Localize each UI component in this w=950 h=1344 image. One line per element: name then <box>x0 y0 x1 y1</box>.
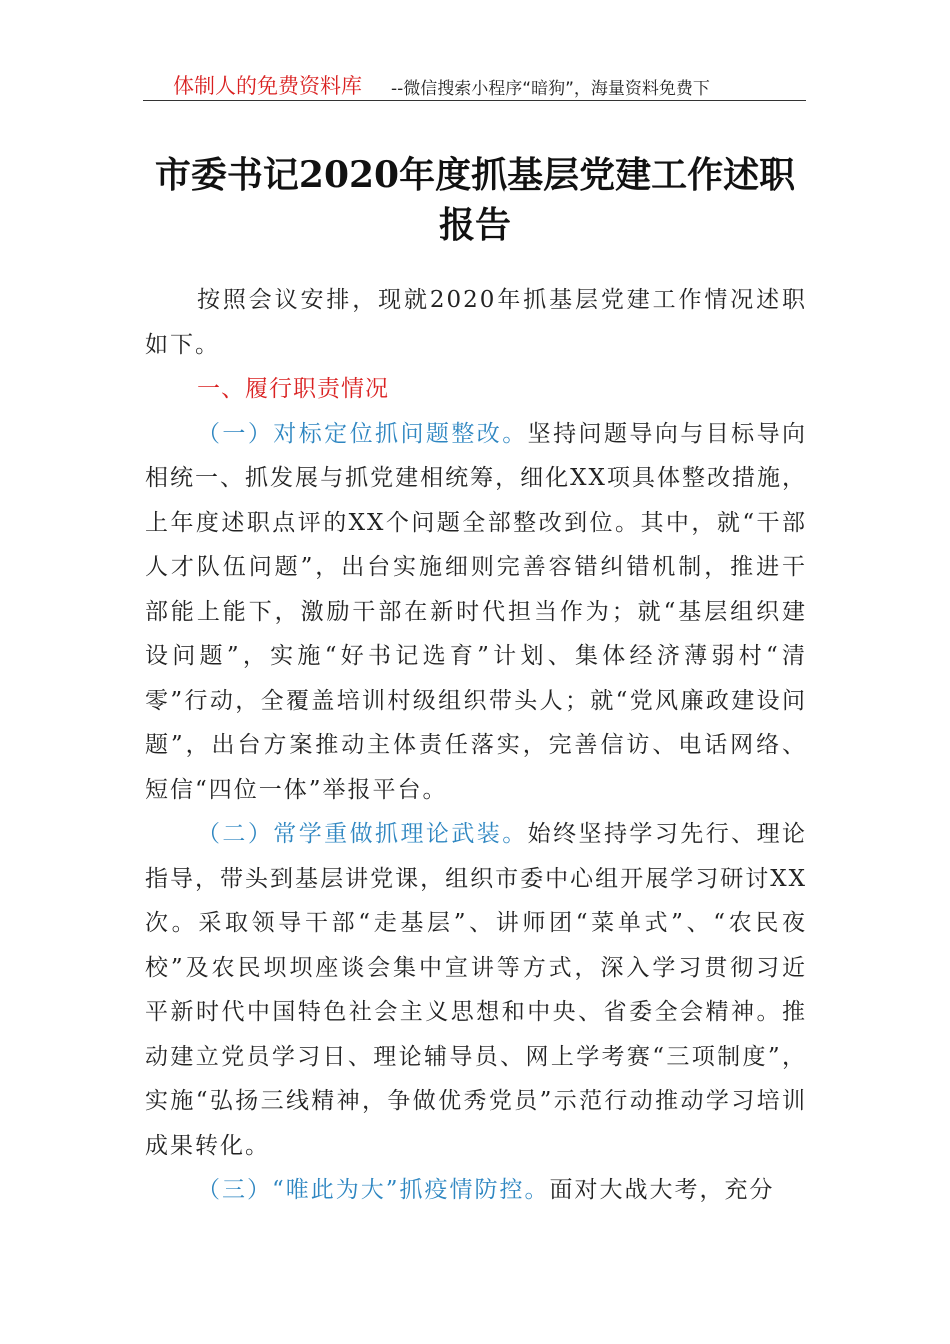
paragraph-item-2 <box>145 812 807 1168</box>
subheading-2: （二）常学重做抓理论武装。 <box>197 821 528 847</box>
subheading-1: （一）对标定位抓问题整改。 <box>197 420 528 447</box>
banner-brand: 体制人的免费资料库 <box>173 74 362 98</box>
intro-paragraph: 按照会议安排，现就2020年抓基层党建工作情况述职如下。 <box>145 287 807 358</box>
paragraph-text-2: 始终坚持学习先行、理论指导，带头到基层讲党课，组织市委中心组开展学习研讨XX次。采取领导干部“走基层”、讲师团“菜单式”、“农民夜校”及农民坝坝座谈会集中宣讲等方式，深入学习贯彻习近平新时代中国特色社会主义思想和中央、省委全会精神。推动建立党员学习日、理论辅导员、网上学考赛“三项制度”，实施“弘扬三线精神，争做优秀党员”示范行动推动学习培训成果转化。 <box>145 821 808 1159</box>
paragraph-text-1: 坚持问题导向与目标导向相统一、抓发展与抓党建相统筹，细化XX项具体整改措施，上年度述职点评的XX个问题全部整改到位。其中，就“干部人才队伍问题”，出台实施细则完善容错纠错机制，推进干部能上能下，激励干部在新时代担当作为；就“基层组织建设问题”，实施“好书记选育”计划、集体经济薄弱村“清零”行动，全覆盖培训村级组织带头人；就“党风廉政建设问题”，出台方案推动主体责任落实，完善信访、电话网络、短信“四位一体”举报平台。 <box>145 420 808 803</box>
header-banner <box>143 70 806 101</box>
section-heading <box>145 367 807 412</box>
paragraph-text-3: 面对大战大考，充分 <box>549 1177 775 1203</box>
document-body <box>145 278 807 1213</box>
section-heading-text: 一、履行职责情况 <box>197 376 389 402</box>
subheading-3: （三）“唯此为大”抓疫情防控。 <box>197 1177 550 1203</box>
document-title: 市委书记2020年度抓基层党建工作述职报告 <box>154 154 796 246</box>
paragraph-item-3 <box>145 1168 807 1213</box>
paragraph-item-1 <box>145 412 807 813</box>
banner-note: --微信搜索小程序“暗狗”，海量资料免费下 <box>391 79 710 99</box>
